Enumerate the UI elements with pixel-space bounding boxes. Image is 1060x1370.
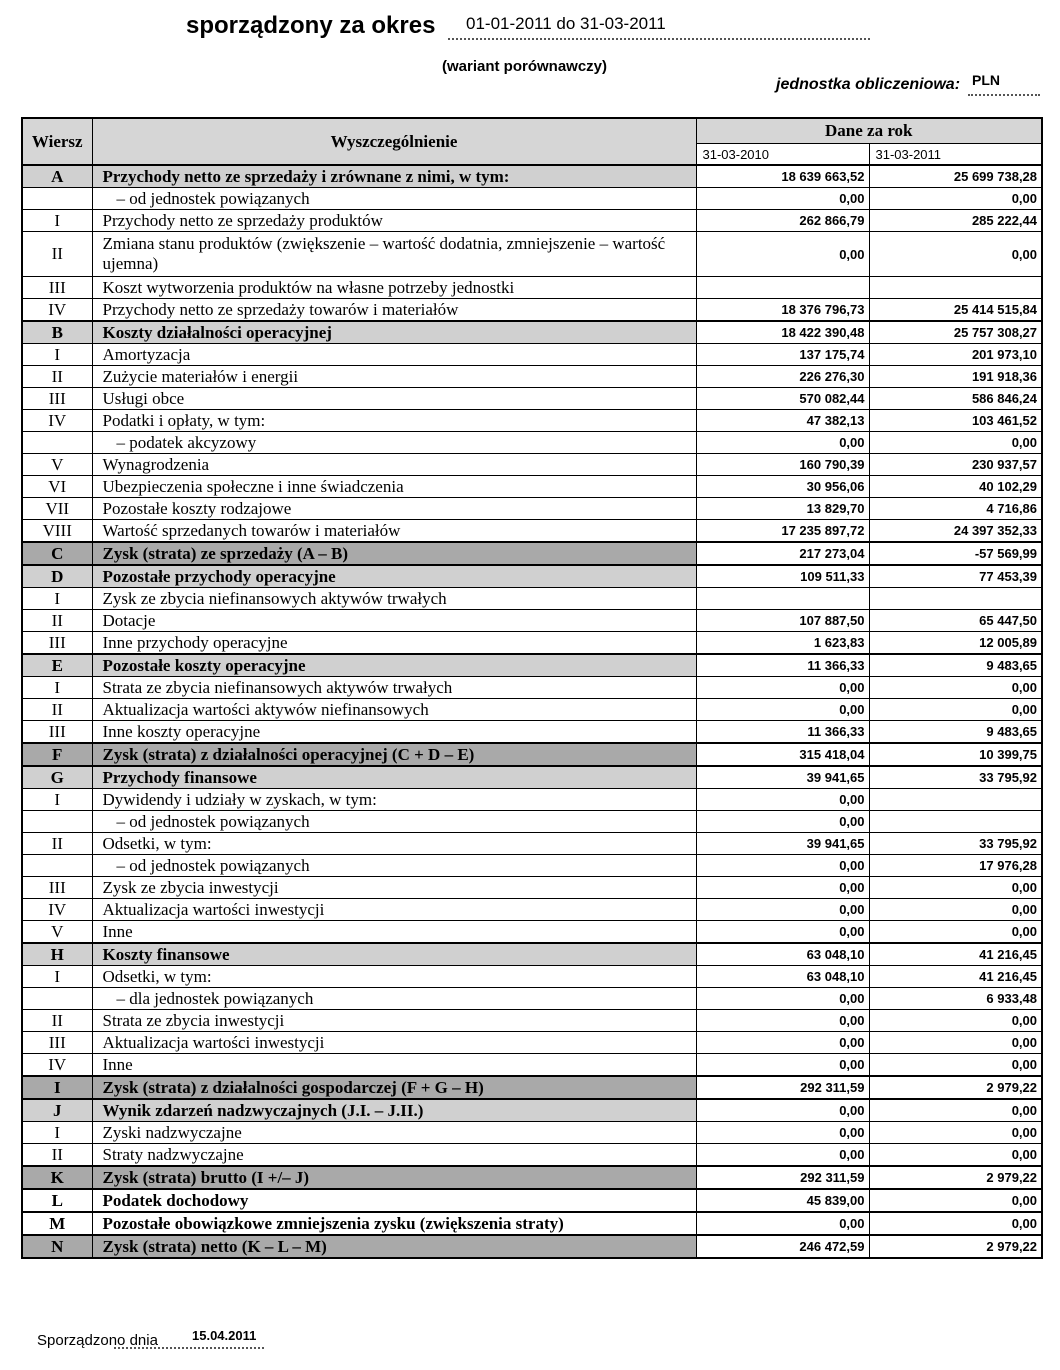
row-value-2011: 41 216,45 (869, 943, 1042, 966)
row-value-2011: 2 979,22 (869, 1166, 1042, 1189)
row-value-2011: -57 569,99 (869, 542, 1042, 565)
table-row (22, 188, 1042, 210)
table-row (22, 966, 1042, 988)
row-code: VIII (22, 520, 92, 543)
row-code: IV (22, 299, 92, 322)
row-code: L (22, 1189, 92, 1212)
row-description: Dotacje (92, 610, 696, 632)
table-row (22, 1212, 1042, 1235)
row-value-2010: 0,00 (696, 899, 869, 921)
row-value-2011: 40 102,29 (869, 476, 1042, 498)
row-value-2011: 0,00 (869, 432, 1042, 454)
row-description: Zyski nadzwyczajne (92, 1122, 696, 1144)
row-description: Zysk (strata) ze sprzedaży (A – B) (92, 542, 696, 565)
row-description: Aktualizacja wartości aktywów niefinansowych (92, 699, 696, 721)
row-value-2011: 0,00 (869, 1144, 1042, 1167)
row-code (22, 988, 92, 1010)
row-value-2010: 217 273,04 (696, 542, 869, 565)
row-value-2010: 0,00 (696, 188, 869, 210)
row-value-2010: 0,00 (696, 855, 869, 877)
row-value-2010: 0,00 (696, 1032, 869, 1054)
table-row (22, 721, 1042, 744)
row-value-2010: 0,00 (696, 789, 869, 811)
row-description: Inne przychody operacyjne (92, 632, 696, 655)
row-code: I (22, 588, 92, 610)
row-code: III (22, 1032, 92, 1054)
row-code (22, 188, 92, 210)
row-value-2010: 63 048,10 (696, 943, 869, 966)
row-value-2010: 39 941,65 (696, 833, 869, 855)
row-value-2010: 1 623,83 (696, 632, 869, 655)
row-value-2011: 0,00 (869, 1099, 1042, 1122)
row-description: Przychody netto ze sprzedaży i zrównane z nimi, w tym: (92, 165, 696, 188)
row-value-2010: 109 511,33 (696, 565, 869, 588)
table-row (22, 855, 1042, 877)
table-row (22, 921, 1042, 944)
row-value-2011 (869, 811, 1042, 833)
row-description: – dla jednostek powiązanych (92, 988, 696, 1010)
table-row (22, 988, 1042, 1010)
row-code: B (22, 321, 92, 344)
table-row (22, 321, 1042, 344)
row-value-2011: 0,00 (869, 1122, 1042, 1144)
row-description: Odsetki, w tym: (92, 966, 696, 988)
table-row (22, 654, 1042, 677)
table-row (22, 610, 1042, 632)
row-value-2011: 65 447,50 (869, 610, 1042, 632)
row-value-2010: 107 887,50 (696, 610, 869, 632)
column-header-description: Wyszczególnienie (92, 118, 696, 165)
row-value-2010: 160 790,39 (696, 454, 869, 476)
row-value-2011: 586 846,24 (869, 388, 1042, 410)
row-description: Pozostałe obowiązkowe zmniejszenia zysku (zwiększenia straty) (92, 1212, 696, 1235)
table-row (22, 1099, 1042, 1122)
row-value-2011: 2 979,22 (869, 1076, 1042, 1099)
row-value-2011: 2 979,22 (869, 1235, 1042, 1258)
row-value-2010 (696, 277, 869, 299)
row-code: II (22, 232, 92, 277)
row-value-2010: 0,00 (696, 1099, 869, 1122)
table-row (22, 1010, 1042, 1032)
row-description: Podatki i opłaty, w tym: (92, 410, 696, 432)
row-description: Koszt wytworzenia produktów na własne potrzeby jednostki (92, 277, 696, 299)
report-period: 01-01-2011 do 31-03-2011 (448, 14, 870, 40)
table-row (22, 699, 1042, 721)
row-code (22, 855, 92, 877)
table-row (22, 632, 1042, 655)
row-code: III (22, 632, 92, 655)
row-description: Pozostałe przychody operacyjne (92, 565, 696, 588)
row-description: Koszty finansowe (92, 943, 696, 966)
row-value-2011: 17 976,28 (869, 855, 1042, 877)
row-value-2010: 18 422 390,48 (696, 321, 869, 344)
row-value-2010: 315 418,04 (696, 743, 869, 766)
row-value-2010: 0,00 (696, 1212, 869, 1235)
row-value-2011: 0,00 (869, 232, 1042, 277)
row-code: K (22, 1166, 92, 1189)
row-description: Zmiana stanu produktów (zwiększenie – wartość dodatnia, zmniejszenie – wartość ujemna) (92, 232, 696, 277)
row-code: II (22, 1010, 92, 1032)
row-description: Inne (92, 1054, 696, 1077)
row-code: G (22, 766, 92, 789)
row-description: Podatek dochodowy (92, 1189, 696, 1212)
row-value-2010: 292 311,59 (696, 1076, 869, 1099)
row-code: IV (22, 1054, 92, 1077)
row-description: Zysk ze zbycia inwestycji (92, 877, 696, 899)
row-code: III (22, 277, 92, 299)
row-value-2011: 0,00 (869, 188, 1042, 210)
row-code: II (22, 699, 92, 721)
row-code (22, 432, 92, 454)
row-value-2011: 0,00 (869, 1054, 1042, 1077)
row-value-2011: 0,00 (869, 1032, 1042, 1054)
table-row (22, 410, 1042, 432)
row-code: I (22, 210, 92, 232)
row-code: II (22, 610, 92, 632)
row-description: Pozostałe koszty rodzajowe (92, 498, 696, 520)
row-code: D (22, 565, 92, 588)
column-header-date-1: 31-03-2010 (696, 144, 869, 166)
table-row (22, 1144, 1042, 1167)
income-statement-table (21, 117, 1043, 1259)
row-code: III (22, 721, 92, 744)
report-variant: (wariant porównawczy) (442, 58, 608, 75)
column-header-date-2: 31-03-2011 (869, 144, 1042, 166)
table-row (22, 277, 1042, 299)
table-row (22, 299, 1042, 322)
table-row (22, 454, 1042, 476)
row-description: Aktualizacja wartości inwestycji (92, 1032, 696, 1054)
table-row (22, 588, 1042, 610)
row-description: Przychody netto ze sprzedaży produktów (92, 210, 696, 232)
row-code: J (22, 1099, 92, 1122)
row-value-2010: 18 639 663,52 (696, 165, 869, 188)
row-description: Przychody finansowe (92, 766, 696, 789)
row-description: Zysk (strata) netto (K – L – M) (92, 1235, 696, 1258)
row-value-2011: 0,00 (869, 877, 1042, 899)
row-value-2010: 0,00 (696, 921, 869, 944)
table-row (22, 1076, 1042, 1099)
row-value-2010: 0,00 (696, 432, 869, 454)
row-value-2011: 6 933,48 (869, 988, 1042, 1010)
row-value-2011: 33 795,92 (869, 833, 1042, 855)
row-value-2011: 12 005,89 (869, 632, 1042, 655)
row-value-2010: 47 382,13 (696, 410, 869, 432)
row-value-2011: 41 216,45 (869, 966, 1042, 988)
row-description: Wynagrodzenia (92, 454, 696, 476)
table-row (22, 542, 1042, 565)
row-code: V (22, 454, 92, 476)
row-value-2011: 10 399,75 (869, 743, 1042, 766)
row-value-2011: 201 973,10 (869, 344, 1042, 366)
row-description: Usługi obce (92, 388, 696, 410)
table-row (22, 165, 1042, 188)
table-row (22, 833, 1042, 855)
row-value-2010: 246 472,59 (696, 1235, 869, 1258)
footer-date: 15.04.2011 (114, 1328, 264, 1349)
row-value-2010: 45 839,00 (696, 1189, 869, 1212)
row-value-2011: 0,00 (869, 1189, 1042, 1212)
row-description: Strata ze zbycia niefinansowych aktywów trwałych (92, 677, 696, 699)
row-description: Przychody netto ze sprzedaży towarów i materiałów (92, 299, 696, 322)
table-row (22, 877, 1042, 899)
row-description: Wynik zdarzeń nadzwyczajnych (J.I. – J.II.) (92, 1099, 696, 1122)
row-value-2011: 9 483,65 (869, 654, 1042, 677)
row-code: A (22, 165, 92, 188)
row-value-2011: 9 483,65 (869, 721, 1042, 744)
row-code: I (22, 344, 92, 366)
row-code: H (22, 943, 92, 966)
row-value-2010: 63 048,10 (696, 966, 869, 988)
row-value-2010: 11 366,33 (696, 721, 869, 744)
table-row (22, 1054, 1042, 1077)
row-value-2011: 0,00 (869, 1212, 1042, 1235)
table-row (22, 1189, 1042, 1212)
row-value-2010: 0,00 (696, 1122, 869, 1144)
row-code: I (22, 1076, 92, 1099)
table-row (22, 899, 1042, 921)
row-value-2011: 4 716,86 (869, 498, 1042, 520)
row-value-2011: 25 699 738,28 (869, 165, 1042, 188)
row-code: E (22, 654, 92, 677)
row-value-2010: 30 956,06 (696, 476, 869, 498)
row-value-2010: 0,00 (696, 677, 869, 699)
table-row (22, 520, 1042, 543)
row-code: N (22, 1235, 92, 1258)
footer-label: Sporządzono dnia (37, 1332, 158, 1349)
row-description: Koszty działalności operacyjnej (92, 321, 696, 344)
column-header-row: Wiersz (22, 118, 92, 165)
table-row (22, 1166, 1042, 1189)
unit-value: PLN (968, 72, 1040, 96)
column-header-data: Dane za rok (696, 118, 1042, 144)
row-value-2010: 226 276,30 (696, 366, 869, 388)
row-value-2010: 13 829,70 (696, 498, 869, 520)
row-description: Inne koszty operacyjne (92, 721, 696, 744)
row-description: – od jednostek powiązanych (92, 811, 696, 833)
row-value-2010 (696, 588, 869, 610)
row-value-2010: 0,00 (696, 1144, 869, 1167)
row-code: VII (22, 498, 92, 520)
row-code: II (22, 833, 92, 855)
row-value-2011: 25 757 308,27 (869, 321, 1042, 344)
table-row (22, 677, 1042, 699)
table-row (22, 1122, 1042, 1144)
row-description: – od jednostek powiązanych (92, 855, 696, 877)
row-value-2010: 0,00 (696, 1054, 869, 1077)
row-value-2011: 230 937,57 (869, 454, 1042, 476)
table-row (22, 366, 1042, 388)
row-code: C (22, 542, 92, 565)
row-description: Zysk (strata) brutto (I +/– J) (92, 1166, 696, 1189)
row-description: Pozostałe koszty operacyjne (92, 654, 696, 677)
row-value-2011: 0,00 (869, 899, 1042, 921)
row-value-2010: 0,00 (696, 1010, 869, 1032)
row-description: Dywidendy i udziały w zyskach, w tym: (92, 789, 696, 811)
table-row (22, 1235, 1042, 1258)
row-code: III (22, 388, 92, 410)
row-value-2011: 103 461,52 (869, 410, 1042, 432)
row-description: Odsetki, w tym: (92, 833, 696, 855)
row-value-2011: 0,00 (869, 921, 1042, 944)
table-row (22, 943, 1042, 966)
row-value-2010: 39 941,65 (696, 766, 869, 789)
row-value-2011 (869, 277, 1042, 299)
row-value-2011: 25 414 515,84 (869, 299, 1042, 322)
table-row (22, 789, 1042, 811)
row-description: Straty nadzwyczajne (92, 1144, 696, 1167)
row-description: Aktualizacja wartości inwestycji (92, 899, 696, 921)
row-value-2010: 0,00 (696, 232, 869, 277)
report-title: sporządzony za okres (186, 12, 436, 39)
table-row (22, 811, 1042, 833)
row-value-2010: 17 235 897,72 (696, 520, 869, 543)
row-value-2010: 137 175,74 (696, 344, 869, 366)
row-value-2010: 11 366,33 (696, 654, 869, 677)
unit-label: jednostka obliczeniowa: (776, 76, 961, 93)
row-value-2011: 77 453,39 (869, 565, 1042, 588)
row-code: I (22, 677, 92, 699)
row-code: M (22, 1212, 92, 1235)
table-row (22, 210, 1042, 232)
row-code: II (22, 1144, 92, 1167)
row-code: IV (22, 899, 92, 921)
table-row (22, 432, 1042, 454)
row-description: Ubezpieczenia społeczne i inne świadczenia (92, 476, 696, 498)
row-value-2010: 0,00 (696, 988, 869, 1010)
table-row (22, 344, 1042, 366)
row-code: III (22, 877, 92, 899)
row-code: F (22, 743, 92, 766)
row-value-2010: 0,00 (696, 811, 869, 833)
row-code: V (22, 921, 92, 944)
row-value-2011: 33 795,92 (869, 766, 1042, 789)
row-code (22, 811, 92, 833)
row-code: II (22, 366, 92, 388)
row-code: I (22, 966, 92, 988)
table-row (22, 388, 1042, 410)
row-value-2011 (869, 588, 1042, 610)
table-row (22, 232, 1042, 277)
table-row (22, 565, 1042, 588)
row-description: Strata ze zbycia inwestycji (92, 1010, 696, 1032)
row-value-2010: 0,00 (696, 877, 869, 899)
row-value-2011: 24 397 352,33 (869, 520, 1042, 543)
row-description: Zysk ze zbycia niefinansowych aktywów trwałych (92, 588, 696, 610)
row-value-2011: 0,00 (869, 677, 1042, 699)
table-row (22, 498, 1042, 520)
row-description: – od jednostek powiązanych (92, 188, 696, 210)
table-row (22, 766, 1042, 789)
row-description: – podatek akcyzowy (92, 432, 696, 454)
row-code: I (22, 1122, 92, 1144)
row-value-2011: 0,00 (869, 1010, 1042, 1032)
table-body (22, 165, 1042, 1258)
table-row (22, 743, 1042, 766)
row-description: Zysk (strata) z działalności operacyjnej (C + D – E) (92, 743, 696, 766)
row-value-2010: 18 376 796,73 (696, 299, 869, 322)
row-value-2010: 262 866,79 (696, 210, 869, 232)
row-value-2010: 0,00 (696, 699, 869, 721)
row-description: Inne (92, 921, 696, 944)
row-description: Wartość sprzedanych towarów i materiałów (92, 520, 696, 543)
row-description: Zysk (strata) z działalności gospodarczej (F + G – H) (92, 1076, 696, 1099)
table-row (22, 1032, 1042, 1054)
row-description: Amortyzacja (92, 344, 696, 366)
row-value-2011: 285 222,44 (869, 210, 1042, 232)
row-value-2011 (869, 789, 1042, 811)
table-row (22, 476, 1042, 498)
row-code: IV (22, 410, 92, 432)
row-description: Zużycie materiałów i energii (92, 366, 696, 388)
row-value-2010: 292 311,59 (696, 1166, 869, 1189)
row-value-2011: 191 918,36 (869, 366, 1042, 388)
row-code: I (22, 789, 92, 811)
row-value-2010: 570 082,44 (696, 388, 869, 410)
row-code: VI (22, 476, 92, 498)
row-value-2011: 0,00 (869, 699, 1042, 721)
